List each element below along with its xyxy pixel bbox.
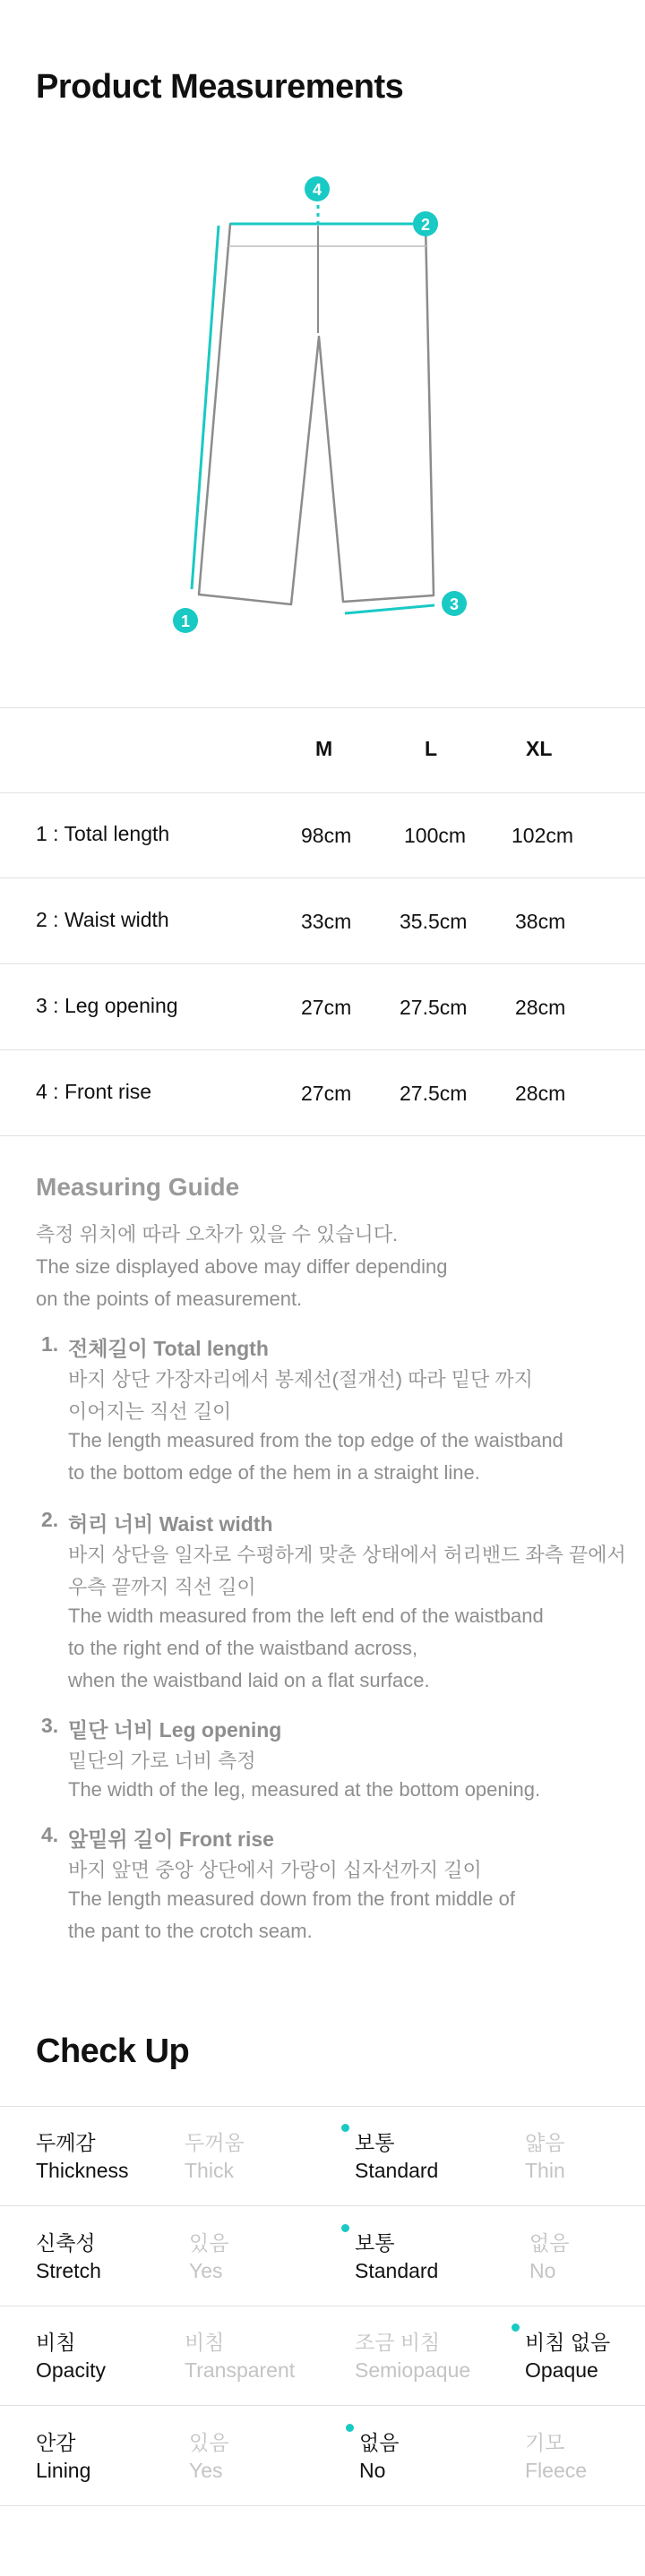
check-up-title: Check Up [36,2033,190,2070]
measurements-title: Product Measurements [36,68,404,106]
checkup-option-ko: 없음 [359,2431,400,2454]
guide-intro-line: 측정 위치에 따라 오차가 있을 수 있습니다. [36,1223,399,1245]
guide-item-line: The width measured from the left end of the waistband [68,1605,544,1627]
checkup-label-ko: 안감 [36,2431,76,2454]
selected-indicator-dot [341,2224,349,2232]
selected-indicator-dot [341,2124,349,2132]
marker-2-label: 2 [420,216,431,234]
table-cell: 102cm [512,824,574,847]
guide-item-heading: 전체길이 Total length [68,1337,269,1360]
guide-item-line: The length measured down from the front middle of [68,1887,515,1910]
checkup-option-en: Standard [355,2159,439,2182]
guide-item-number: 4. [41,1823,59,1846]
table-cell: 28cm [515,1082,566,1105]
guide-item-line: to the right end of the waistband across, [68,1637,418,1659]
guide-item-line: when the waistband laid on a flat surface. [68,1669,430,1691]
checkup-option-ko: 없음 [529,2231,570,2255]
guide-item-line: 밑단의 가로 너비 측정 [68,1750,256,1772]
size-header-xl: XL [526,737,553,760]
guide-item-line: 바지 앞면 중앙 상단에서 가랑이 십자선까지 길이 [68,1859,482,1881]
divider [0,792,645,793]
guide-item-line: 바지 상단 가장자리에서 봉제선(절개선) 따라 밑단 까지 [68,1368,533,1391]
checkup-option-en: Thin [525,2159,565,2182]
checkup-option-ko: 두꺼움 [185,2131,245,2154]
guide-item-number: 2. [41,1508,59,1531]
checkup-option-en: Semiopaque [355,2358,471,2382]
checkup-option-en: No [529,2259,556,2282]
checkup-label-en: Thickness [36,2159,129,2182]
leg-opening-line [345,605,434,613]
marker-1 [173,608,198,633]
table-cell: 27.5cm [400,996,468,1019]
checkup-option-ko: 기모 [525,2431,565,2454]
row-label-front-rise: 4 : Front rise [36,1080,152,1103]
marker-1-label: 1 [180,612,191,630]
table-cell: 98cm [301,824,352,847]
size-header-l: L [425,737,438,760]
divider [0,877,645,878]
guide-item-heading: 밑단 너비 Leg opening [68,1718,282,1742]
checkup-label-ko: 신축성 [36,2231,96,2255]
checkup-option-en: Fleece [525,2459,588,2482]
divider [0,963,645,964]
selected-indicator-dot [512,2324,520,2332]
checkup-option-en: Transparent [185,2358,296,2382]
divider [0,1135,645,1136]
checkup-label-ko: 두께감 [36,2131,96,2154]
divider [0,2205,645,2206]
row-label-leg-opening: 3 : Leg opening [36,994,178,1017]
checkup-option-ko: 비침 없음 [525,2331,611,2354]
guide-item-heading: 허리 너비 Waist width [68,1512,273,1536]
guide-item-number: 3. [41,1714,59,1737]
table-cell: 38cm [515,910,566,933]
table-cell: 35.5cm [400,910,468,933]
size-header-m: M [315,737,333,760]
guide-intro-line: on the points of measurement. [36,1288,303,1310]
guide-title: Measuring Guide [36,1173,240,1201]
guide-item-line: 이어지는 직선 길이 [68,1400,232,1423]
checkup-option-en: No [359,2459,386,2482]
table-cell: 100cm [404,824,467,847]
divider [0,1049,645,1050]
checkup-option-en: Yes [189,2459,223,2482]
checkup-option-en: Thick [185,2159,234,2182]
guide-item-line: 바지 상단을 일자로 수평하게 맞춘 상태에서 허리밴드 좌측 끝에서 [68,1544,626,1566]
row-label-total-length: 1 : Total length [36,822,170,845]
checkup-label-ko: 비침 [36,2331,76,2354]
checkup-option-ko: 있음 [189,2431,229,2454]
guide-item-number: 1. [41,1332,59,1356]
table-cell: 27.5cm [400,1082,468,1105]
pants-outline [199,224,434,604]
checkup-option-en: Yes [189,2259,223,2282]
marker-3 [442,591,467,616]
divider [0,2106,645,2107]
marker-4-label: 4 [312,181,322,199]
checkup-option-ko: 보통 [355,2231,395,2255]
checkup-option-en: Opaque [525,2358,598,2382]
guide-item-line: 우측 끝까지 직선 길이 [68,1576,256,1598]
marker-3-label: 3 [449,595,460,613]
checkup-option-ko: 보통 [355,2131,395,2154]
checkup-option-ko: 조금 비침 [355,2331,441,2354]
checkup-option-ko: 비침 [185,2331,225,2354]
checkup-label-en: Lining [36,2459,91,2482]
checkup-option-en: Standard [355,2259,439,2282]
table-cell: 33cm [301,910,352,933]
checkup-option-ko: 얇음 [525,2131,565,2154]
divider [0,707,645,708]
checkup-label-en: Stretch [36,2259,101,2282]
table-cell: 27cm [301,1082,352,1105]
table-cell: 27cm [301,996,352,1019]
guide-intro-line: The size displayed above may differ depending [36,1255,448,1278]
marker-2 [413,211,438,236]
guide-item-line: the pant to the crotch seam. [68,1920,313,1942]
checkup-option-ko: 있음 [189,2231,229,2255]
guide-item-line: to the bottom edge of the hem in a straight line. [68,1461,480,1484]
selected-indicator-dot [346,2424,354,2432]
checkup-label-en: Opacity [36,2358,106,2382]
guide-item-line: The length measured from the top edge of the waistband [68,1429,563,1451]
row-label-waist-width: 2 : Waist width [36,908,169,931]
marker-4 [305,176,330,201]
divider [0,2505,645,2506]
guide-item-heading: 앞밑위 길이 Front rise [68,1827,274,1851]
guide-item-line: The width of the leg, measured at the bottom opening. [68,1778,541,1801]
divider [0,2405,645,2406]
pants-measurement-diagram [0,161,645,663]
table-cell: 28cm [515,996,566,1019]
